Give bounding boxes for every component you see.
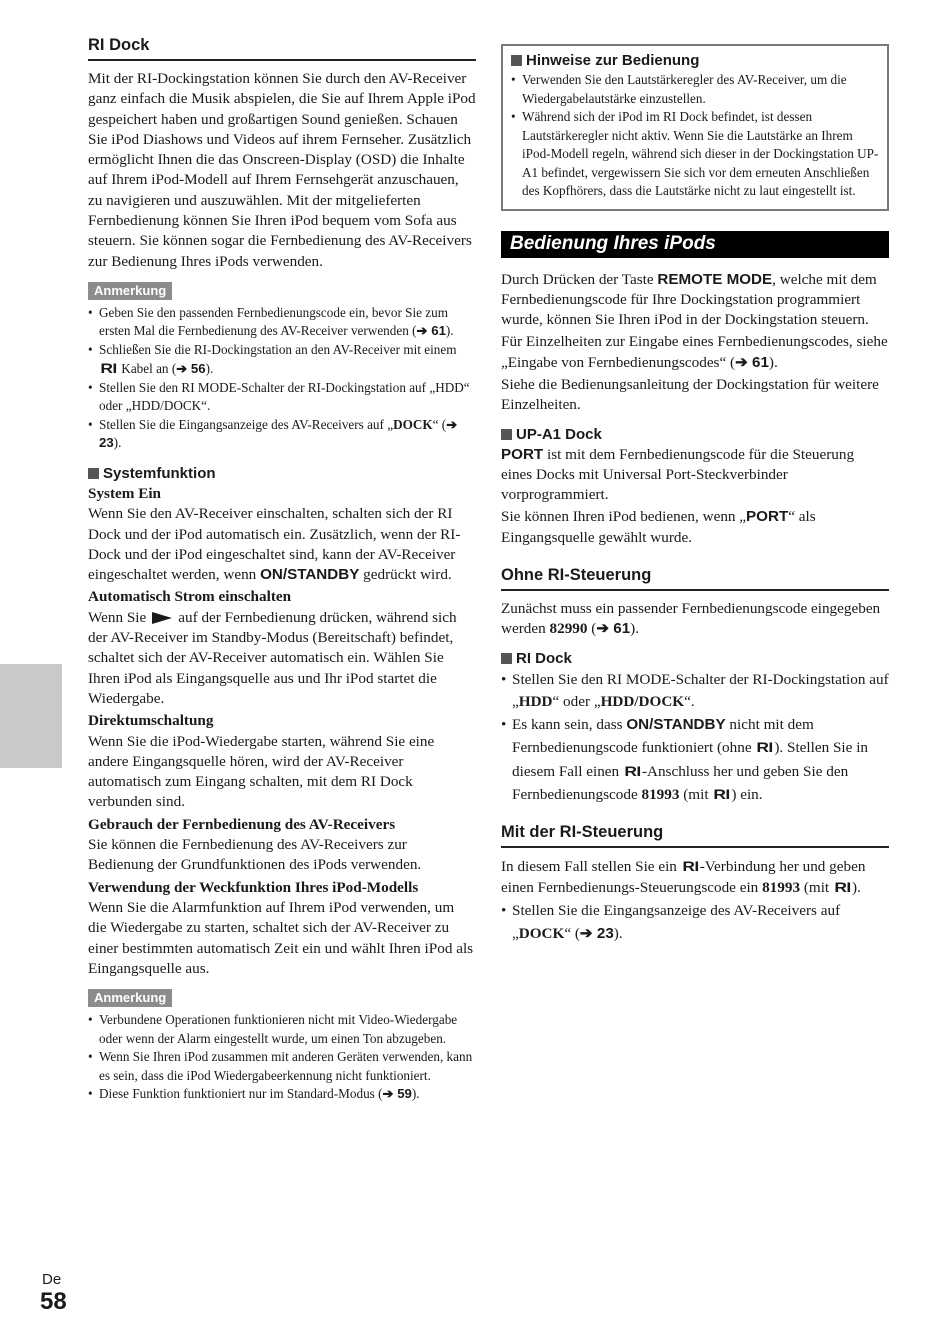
side-tab — [0, 664, 62, 768]
system-ein-text: Wenn Sie den AV-Receiver einschalten, schalten sich der RI Dock und der iPod automatisch ein. Zusätzlich, wenn der RI-Dock und der iPod eingeschaltet sind, kann der AV-Receiver eingeschaltet werden, wenn ON/STANDBY gedrückt wird. — [88, 505, 461, 584]
ri-icon: RI — [100, 360, 117, 377]
square-bullet-icon — [511, 55, 522, 66]
hints-box — [501, 44, 889, 211]
ri-dock-subheading: RI Dock — [501, 650, 889, 667]
ipod-paragraph-2: Für Einzelheiten zur Eingabe eines Fernbedienungscodes, siehe „Eingabe von Fernbedienungscodes“ (➔ 61). — [501, 333, 888, 371]
weck-title: Verwendung der Weckfunktion Ihres iPod-Modells — [88, 878, 419, 896]
square-bullet-icon — [501, 429, 512, 440]
square-bullet-icon — [88, 468, 99, 479]
section-heading-mit: Mit der RI-Steuerung — [501, 823, 889, 848]
note-label: Anmerkung — [88, 989, 172, 1007]
direkt-title: Direktumschaltung — [88, 712, 214, 730]
note-1-bullet-3: • Stellen Sie den RI MODE-Schalter der RI-Dockingstation auf „HDD“ oder „HDD/DOCK“. — [88, 379, 476, 416]
system-ein-title: System Ein — [88, 484, 161, 502]
note-2-bullet-2: • Wenn Sie Ihren iPod zusammen mit anderen Geräten verwenden, kann es sein, dass die iPod Wiedergabeerkennung nicht funktioniert. — [88, 1048, 476, 1085]
hint-bullet-1: • Verwenden Sie den Lautstärkeregler des AV-Receiver, um die Wiedergabelautstärke einzustellen. — [511, 71, 879, 108]
gebrauch-title: Gebrauch der Fernbedienung des AV-Receivers — [88, 815, 396, 833]
auto-power-title: Automatisch Strom einschalten — [88, 588, 292, 606]
ri-dock-bullet-1: • Stellen Sie den RI MODE-Schalter der RI-Dockingstation auf „HDD“ oder „HDD/DOCK“. — [501, 669, 889, 714]
weck-text: Wenn Sie die Alarmfunktion auf Ihrem iPod verwenden, um die Wiedergabe zu starten, schaltet sich der AV-Receiver zu einer bestimmten automatisch Zeit ein und wählt Ihren iPod als Eingangsquelle aus. — [88, 898, 474, 977]
left-column — [88, 36, 476, 1104]
page-number: 58 — [40, 1288, 67, 1315]
ipod-paragraph-1: Durch Drücken der Taste REMOTE MODE, welche mit dem Fernbedienungscode für Ihre Dockingstation programmiert wurde, können Sie Ihren iPod in der Dockingstation steuern. — [501, 270, 877, 329]
note-2-bullet-1: • Verbundene Operationen funktionieren nicht mit Video-Wiedergabe oder wenn der Alarm eingestellt wurde, um einen Ton abzugeben. — [88, 1011, 476, 1048]
square-bullet-icon — [501, 653, 512, 664]
auto-power-text: Wenn Sie auf der Fernbedienung drücken, während sich der AV-Receiver im Standby-Modus (Bereitschaft) befindet, schaltet sich der AV-Receiver automatisch ein. Wählen Sie Ihren iPod als Eingangsquelle aus und Ihr iPod startet die Wiedergabe. — [88, 608, 457, 707]
language-label: De — [42, 1271, 62, 1288]
ri-icon: RI — [682, 857, 699, 874]
ri-icon: RI — [713, 786, 730, 803]
section-heading-ohne: Ohne RI-Steuerung — [501, 566, 889, 591]
systemfunktion-heading: Systemfunktion — [88, 465, 476, 482]
ri-icon: RI — [756, 739, 773, 756]
note-1-bullet-1: • Geben Sie den passenden Fernbedienungscode ein, bevor Sie zum ersten Mal die Fernbedienung des AV-Receiver verwenden (➔ 61). — [88, 304, 476, 341]
upa1-text-2: Sie können Ihren iPod bedienen, wenn „PORT“ als Eingangsquelle gewählt wurde. — [501, 508, 816, 546]
upa1-heading: UP-A1 Dock — [501, 426, 889, 443]
note-1-bullet-4: • Stellen Sie die Eingangsanzeige des AV-Receivers auf „DOCK“ (➔ 23). — [88, 416, 476, 453]
play-icon — [152, 612, 172, 624]
section-heading-ri-dock: RI Dock — [88, 36, 476, 61]
upa1-text: PORT ist mit dem Fernbedienungscode für die Steuerung eines Docks mit Universal Port-Steckverbinder vorprogrammiert. — [501, 445, 855, 504]
note-1-bullet-2: • Schließen Sie die RI-Dockingstation an den AV-Receiver mit einem RI Kabel an (➔ 56). — [88, 341, 476, 379]
section-banner-ipod: Bedienung Ihres iPods — [501, 231, 889, 258]
ri-icon: RI — [834, 878, 851, 895]
right-column — [501, 44, 889, 945]
direkt-text: Wenn Sie die iPod-Wiedergabe starten, während Sie eine andere Eingangsquelle hören, wird der AV-Receiver automatisch zum Eingang schalten, mit dem RI Dock verbunden sind. — [88, 732, 435, 811]
ohne-text: Zunächst muss ein passender Fernbedienungscode eingegeben werden 82990 (➔ 61). — [501, 600, 881, 638]
note-label: Anmerkung — [88, 282, 172, 300]
mit-bullet-1: • Stellen Sie die Eingangsanzeige des AV-Receivers auf „DOCK“ (➔ 23). — [501, 900, 889, 945]
gebrauch-text: Sie können die Fernbedienung des AV-Receivers zur Bedienung der Grundfunktionen des iPods verwenden. — [88, 836, 422, 874]
ri-dock-bullet-2: • Es kann sein, dass ON/STANDBY nicht mit dem Fernbedienungscode funktioniert (ohne RI). Stellen Sie in diesem Fall einen RI-Anschluss her und geben Sie den Fernbedienungscode 81993 (mit RI) ein. — [501, 714, 889, 807]
ipod-paragraph-3: Siehe die Bedienungsanleitung der Dockingstation für weitere Einzelheiten. — [501, 375, 879, 414]
ri-icon: RI — [624, 762, 641, 779]
note-1 — [88, 282, 476, 453]
mit-text: In diesem Fall stellen Sie ein RI-Verbindung her und geben einen Fernbedienungs-Steuerungscode ein 81993 (mit RI). — [501, 857, 866, 896]
intro-paragraph: Mit der RI-Dockingstation können Sie durch den AV-Receiver ganz einfach die Musik abspielen, die Sie auf Ihrem Apple iPod gespeichert haben und großartigen Sound genießen. Schauen Sie iPod Diashows und Videos auf ihrem Fernseher. Zusätzlich ermöglicht Ihnen die das Onscreen-Display (OSD) die Inhalte auf Ihrem iPod-Modell auf Ihrem Fernsehgerät anzuschauen, zu navigieren und auszuwählen. Mit der mitgelieferten Fernbedienung können Sie Ihren iPod bequem vom Sofa aus steuern. Sie können sogar die Fernbedienung des AV-Receivers zur Bedienung Ihres iPods verwenden. — [88, 70, 476, 270]
note-2 — [88, 989, 476, 1104]
hints-heading: Hinweise zur Bedienung — [511, 52, 879, 69]
hint-bullet-2: • Während sich der iPod im RI Dock befindet, ist dessen Lautstärkeregler nicht aktiv. Wenn Sie die Lautstärke an Ihrem iPod-Modell regeln, während sich dieser in der Dockingstation UP-A1 befindet, vergewissern Sie sich vor dem erneuten Anschließen des Kopfhörers, dass die Lautstärke nicht zu laut eingestellt ist. — [511, 108, 879, 201]
note-2-bullet-3: • Diese Funktion funktioniert nur im Standard-Modus (➔ 59). — [88, 1085, 476, 1104]
